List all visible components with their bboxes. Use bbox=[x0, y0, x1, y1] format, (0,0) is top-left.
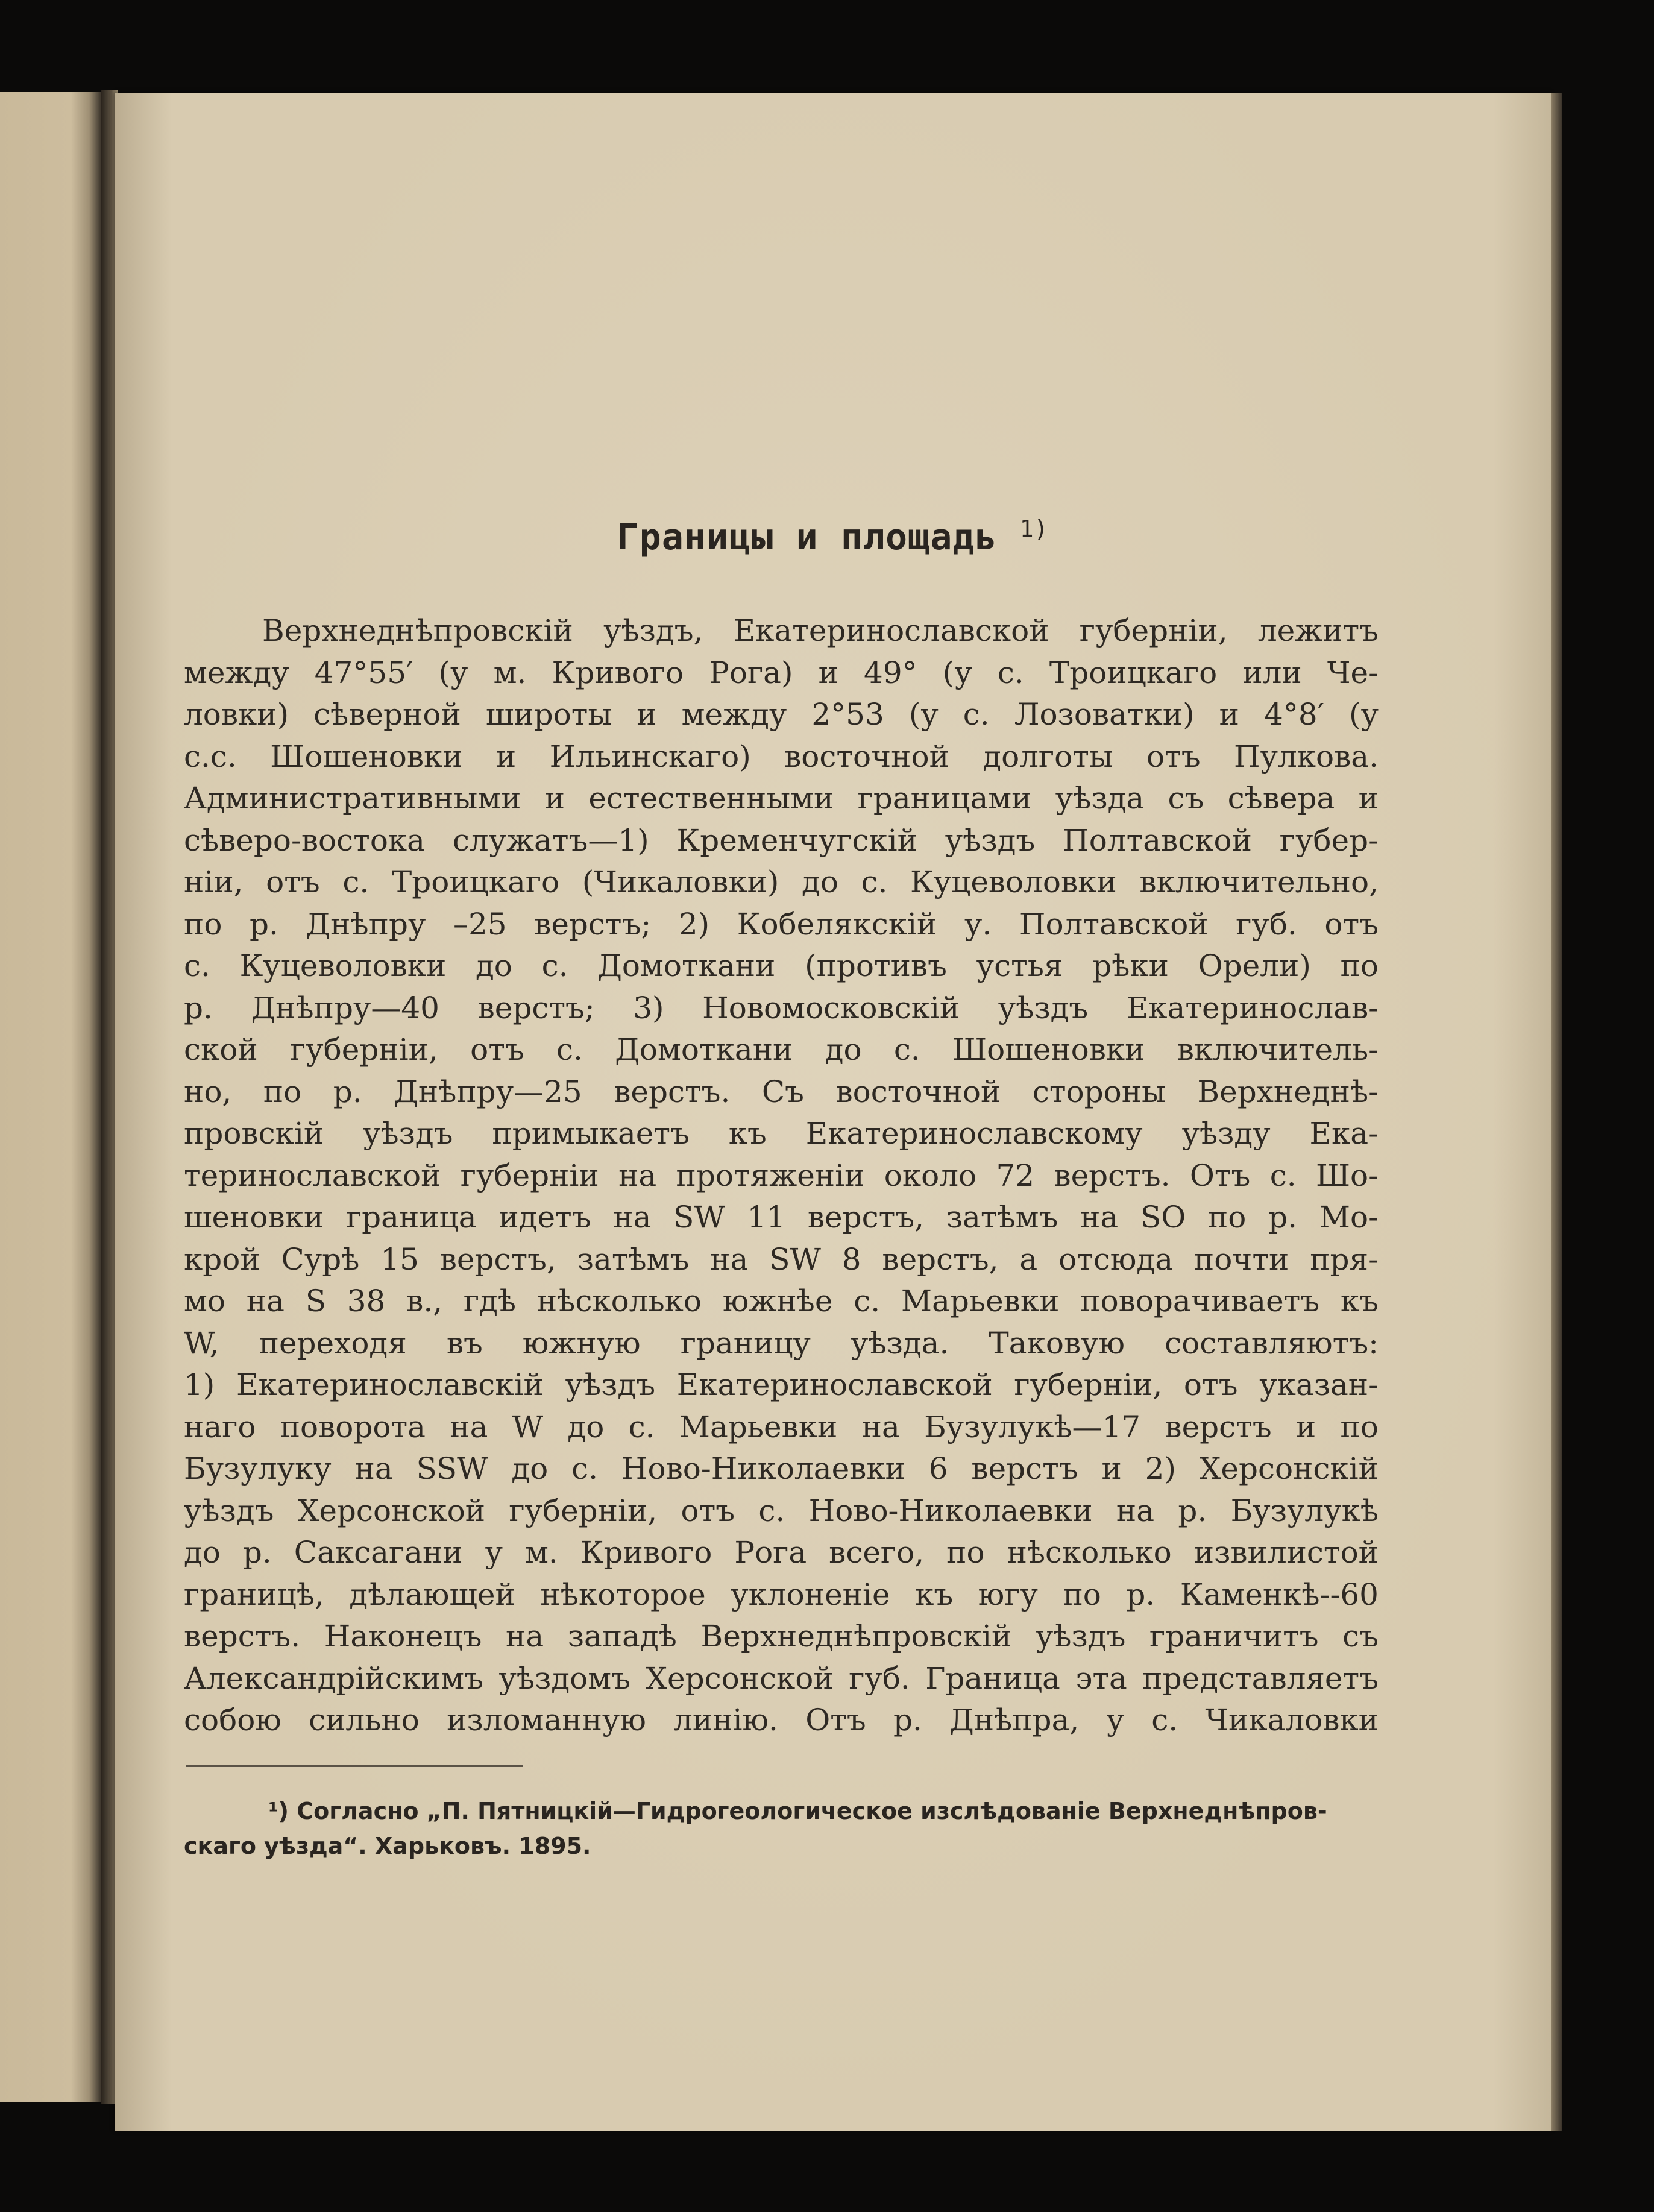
left-page-edge bbox=[0, 92, 101, 2102]
body-line: W, переходя въ южную границу уѣзда. Таковую составляютъ: bbox=[184, 1325, 1379, 1361]
footnote-line: скаго уѣзда“. Харьковъ. 1895. bbox=[184, 1833, 591, 1859]
body-line: верстъ. Наконецъ на западѣ Верхнеднѣпровскій уѣздъ граничитъ съ bbox=[184, 1619, 1379, 1654]
title-footnote-mark: 1) bbox=[1019, 515, 1049, 542]
body-line: до р. Саксагани у м. Кривого Рога всего, по нѣсколько извилистой bbox=[184, 1535, 1379, 1570]
body-line: Александрійскимъ уѣздомъ Херсонской губ. Граница эта представляетъ bbox=[184, 1660, 1379, 1696]
body-line: 1) Екатеринославскій уѣздъ Екатеринославской губерніи, отъ указан- bbox=[184, 1367, 1379, 1402]
body-line: границѣ, дѣлающей нѣкоторое уклоненіе къ югу по р. Каменкѣ--60 bbox=[184, 1577, 1379, 1612]
body-line: с. Куцеволовки до с. Домоткани (противъ устья рѣки Орели) по bbox=[184, 948, 1379, 983]
body-line: сѣверо-востока служатъ—1) Кременчугскій уѣздъ Полтавской губер- bbox=[184, 822, 1379, 858]
body-line: Административными и естественными границами уѣзда съ сѣвера и bbox=[184, 781, 1379, 816]
right-page-edge bbox=[1551, 93, 1562, 2131]
body-line: крой Сурѣ 15 верстъ, затѣмъ на SW 8 верстъ, а отсюда почти пря- bbox=[184, 1241, 1379, 1277]
body-line: теринославской губерніи на протяженіи около 72 верстъ. Отъ с. Шо- bbox=[184, 1158, 1379, 1193]
body-line: собою сильно изломанную линію. Отъ р. Днѣпра, у с. Чикаловки bbox=[184, 1703, 1379, 1738]
body-line: уѣздъ Херсонской губерніи, отъ с. Ново-Николаевки на р. Бузулукѣ bbox=[184, 1493, 1379, 1528]
footnote bbox=[184, 1794, 1379, 1864]
body-line: р. Днѣпру—40 верстъ; 3) Новомосковскій уѣздъ Екатеринослав- bbox=[184, 990, 1379, 1026]
body-line: провскій уѣздъ примыкаетъ къ Екатеринославскому уѣзду Ека- bbox=[184, 1116, 1379, 1151]
page-title bbox=[115, 515, 1551, 558]
body-line: ловки) сѣверной широты и между 2°53 (у с. Лозоватки) и 4°8′ (у bbox=[184, 697, 1379, 732]
body-line: ніи, отъ с. Троицкаго (Чикаловки) до с. Куцеволовки включительно, bbox=[184, 865, 1379, 900]
body-line: с.с. Шошеновки и Ильинскаго) восточной долготы отъ Пулкова. bbox=[184, 739, 1379, 774]
footnote-separator bbox=[186, 1765, 523, 1767]
footnote-line: ¹) Согласно „П. Пятницкій—Гидрогеологическое изслѣдованіе Верхнеднѣпров- bbox=[268, 1798, 1327, 1824]
body-line: между 47°55′ (у м. Кривого Рога) и 49° (у с. Троицкаго или Че- bbox=[184, 655, 1379, 690]
body-line: ской губерніи, отъ с. Домоткани до с. Шошеновки включитель- bbox=[184, 1032, 1379, 1067]
body-line: но, по р. Днѣпру—25 верстъ. Съ восточной стороны Верхнеднѣ- bbox=[184, 1074, 1379, 1109]
body-line: Верхнеднѣпровскій уѣздъ, Екатеринославской губерніи, лежитъ bbox=[262, 613, 1379, 648]
body-line: мо на S 38 в., гдѣ нѣсколько южнѣе с. Марьевки поворачиваетъ къ bbox=[184, 1284, 1379, 1319]
body-line: Бузулуку на SSW до с. Ново-Николаевки 6 верстъ и 2) Херсонскій bbox=[184, 1451, 1379, 1486]
body-line: шеновки граница идетъ на SW 11 верстъ, затѣмъ на SO по р. Мо- bbox=[184, 1200, 1379, 1235]
body-text bbox=[184, 610, 1379, 1742]
body-line: по р. Днѣпру –25 верстъ; 2) Кобелякскій у. Полтавской губ. отъ bbox=[184, 906, 1379, 942]
page-title-text: Границы и площадь bbox=[617, 516, 998, 558]
body-line: наго поворота на W до с. Марьевки на Бузулукѣ—17 верстъ и по bbox=[184, 1409, 1379, 1445]
